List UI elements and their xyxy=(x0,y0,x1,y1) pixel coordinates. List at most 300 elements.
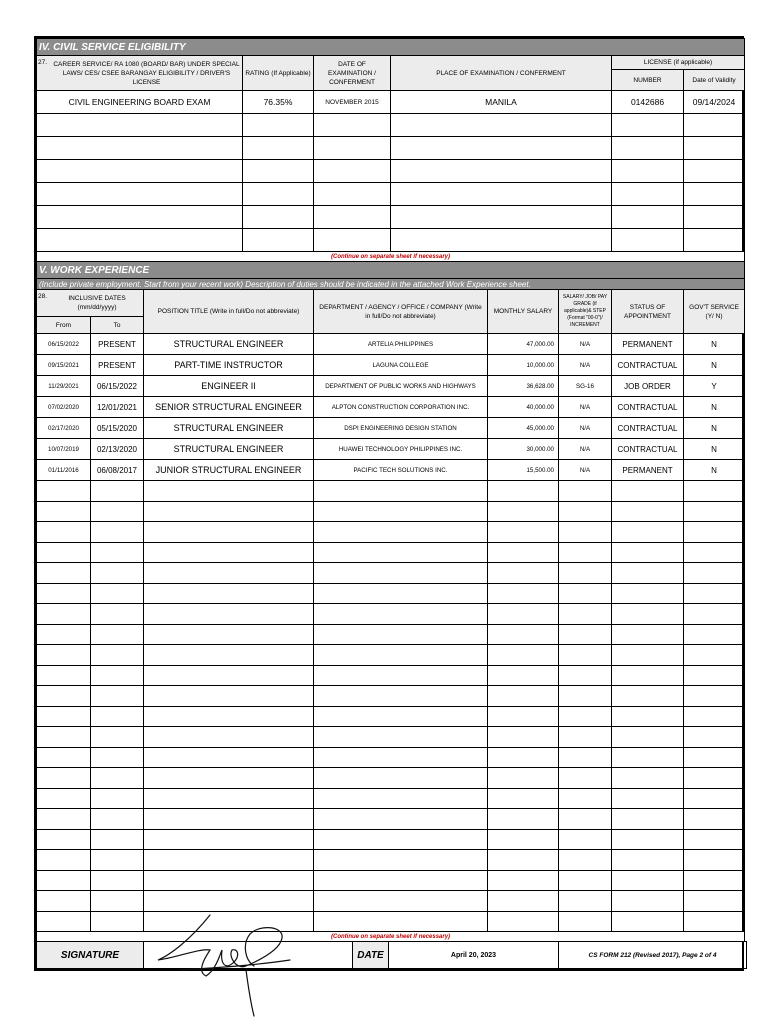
cell-position xyxy=(144,583,314,604)
continue-note-civil: (Continue on separate sheet if necessary) xyxy=(37,252,745,262)
cell-department xyxy=(314,481,488,502)
table-row xyxy=(37,91,745,114)
cell-department xyxy=(314,583,488,604)
cell-govt: N xyxy=(684,439,745,460)
cell-position xyxy=(144,624,314,645)
cell-from xyxy=(37,706,91,727)
cell-rating: 76.35% xyxy=(243,91,314,114)
signature-label: SIGNATURE xyxy=(37,942,144,969)
header-position: POSITION TITLE (Write in full/Do not abbreviate) xyxy=(144,290,314,334)
table-row xyxy=(37,624,745,645)
table-row xyxy=(37,563,745,584)
section-title-work-experience: V. WORK EXPERIENCE xyxy=(37,262,745,279)
cell-grade xyxy=(559,624,612,645)
cell-govt xyxy=(684,850,745,871)
cell-from xyxy=(37,727,91,748)
cell-position xyxy=(144,870,314,891)
cell-to: 06/15/2022 xyxy=(91,376,144,397)
cell-govt: N xyxy=(684,460,745,481)
pds-form-page xyxy=(34,36,744,971)
cell-status xyxy=(612,706,684,727)
cell-govt xyxy=(684,829,745,850)
cell-career: CIVIL ENGINEERING BOARD EXAM xyxy=(37,91,243,114)
cell-salary: 10,000.00 xyxy=(488,355,559,376)
table-row xyxy=(37,686,745,707)
table-row xyxy=(37,397,745,418)
cell-position xyxy=(144,747,314,768)
cell-from xyxy=(37,583,91,604)
cell-grade: N/A xyxy=(559,460,612,481)
cell-salary xyxy=(488,542,559,563)
cell-grade xyxy=(559,542,612,563)
cell-grade xyxy=(559,645,612,666)
cell-to: 02/13/2020 xyxy=(91,439,144,460)
cell-from xyxy=(37,604,91,625)
cell-status: CONTRACTUAL xyxy=(612,418,684,439)
work-experience-subtitle: (Include private employment. Start from your recent work) Description of duties should be indicated in the attached Work Experience sheet. xyxy=(37,279,745,290)
cell-status xyxy=(612,542,684,563)
date-value: April 20, 2023 xyxy=(389,942,559,969)
cell-to xyxy=(91,501,144,522)
table-row xyxy=(37,418,745,439)
cell-position: PART-TIME INSTRUCTOR xyxy=(144,355,314,376)
cell-salary: 47,000.00 xyxy=(488,334,559,355)
cell-to xyxy=(91,747,144,768)
cell-status xyxy=(612,665,684,686)
cell-salary xyxy=(488,481,559,502)
cell-department xyxy=(314,563,488,584)
cell-position: JUNIOR STRUCTURAL ENGINEER xyxy=(144,460,314,481)
cell-salary xyxy=(488,522,559,543)
cell-position xyxy=(144,481,314,502)
table-row xyxy=(37,747,745,768)
form-note: CS FORM 212 (Revised 2017), Page 2 of 4 xyxy=(559,942,747,969)
cell-salary xyxy=(488,645,559,666)
table-row xyxy=(37,665,745,686)
table-row xyxy=(37,870,745,891)
table-row xyxy=(37,891,745,912)
cell-to xyxy=(91,788,144,809)
cell-salary: 36,628.00 xyxy=(488,376,559,397)
cell-grade xyxy=(559,870,612,891)
cell-salary xyxy=(488,829,559,850)
table-row xyxy=(37,137,745,160)
cell-salary xyxy=(488,768,559,789)
signature-table xyxy=(36,941,747,969)
cell-department xyxy=(314,645,488,666)
cell-to xyxy=(91,686,144,707)
cell-govt: N xyxy=(684,334,745,355)
cell-grade xyxy=(559,809,612,830)
cell-to xyxy=(91,542,144,563)
cell-to xyxy=(91,870,144,891)
cell-from: 01/11/2016 xyxy=(37,460,91,481)
cell-from xyxy=(37,501,91,522)
cell-from xyxy=(37,665,91,686)
cell-govt xyxy=(684,686,745,707)
cell-from xyxy=(37,891,91,912)
cell-to: PRESENT xyxy=(91,355,144,376)
cell-grade: N/A xyxy=(559,439,612,460)
cell-department xyxy=(314,686,488,707)
table-row xyxy=(37,583,745,604)
cell-to: 12/01/2021 xyxy=(91,397,144,418)
cell-grade xyxy=(559,501,612,522)
cell-department xyxy=(314,747,488,768)
cell-salary xyxy=(488,686,559,707)
cell-from: 06/15/2022 xyxy=(37,334,91,355)
cell-department xyxy=(314,870,488,891)
cell-from xyxy=(37,645,91,666)
cell-to: 06/08/2017 xyxy=(91,460,144,481)
table-row xyxy=(37,788,745,809)
cell-position xyxy=(144,891,314,912)
cell-to xyxy=(91,829,144,850)
cell-from xyxy=(37,481,91,502)
header-inclusive-dates: 28. INCLUSIVE DATES (mm/dd/yyyy) xyxy=(37,290,144,317)
cell-from: 11/29/2021 xyxy=(37,376,91,397)
cell-from xyxy=(37,829,91,850)
cell-position xyxy=(144,563,314,584)
cell-govt xyxy=(684,665,745,686)
cell-govt xyxy=(684,706,745,727)
cell-govt xyxy=(684,870,745,891)
table-row xyxy=(37,645,745,666)
cell-to xyxy=(91,645,144,666)
cell-license-validity: 09/14/2024 xyxy=(684,91,745,114)
cell-govt xyxy=(684,645,745,666)
cell-status xyxy=(612,829,684,850)
item-number-27: 27. xyxy=(38,59,48,66)
cell-salary xyxy=(488,911,559,932)
cell-position: STRUCTURAL ENGINEER xyxy=(144,418,314,439)
cell-department xyxy=(314,522,488,543)
cell-status xyxy=(612,604,684,625)
cell-salary xyxy=(488,850,559,871)
cell-position xyxy=(144,501,314,522)
cell-status xyxy=(612,809,684,830)
cell-salary: 30,000.00 xyxy=(488,439,559,460)
cell-govt xyxy=(684,481,745,502)
cell-position xyxy=(144,809,314,830)
cell-department xyxy=(314,768,488,789)
cell-status: JOB ORDER xyxy=(612,376,684,397)
cell-grade xyxy=(559,788,612,809)
cell-position xyxy=(144,686,314,707)
cell-govt xyxy=(684,501,745,522)
cell-govt xyxy=(684,624,745,645)
table-row xyxy=(37,522,745,543)
header-from: From xyxy=(37,317,91,334)
cell-status xyxy=(612,501,684,522)
table-row xyxy=(37,911,745,932)
section-title-civil-service: IV. CIVIL SERVICE ELIGIBILITY xyxy=(37,39,745,56)
cell-grade: N/A xyxy=(559,397,612,418)
table-row xyxy=(37,160,745,183)
cell-status xyxy=(612,727,684,748)
cell-from xyxy=(37,870,91,891)
cell-to xyxy=(91,706,144,727)
cell-from: 10/07/2019 xyxy=(37,439,91,460)
table-row xyxy=(37,376,745,397)
cell-to xyxy=(91,768,144,789)
cell-position xyxy=(144,604,314,625)
cell-grade: N/A xyxy=(559,418,612,439)
cell-govt xyxy=(684,809,745,830)
cell-department xyxy=(314,891,488,912)
cell-grade xyxy=(559,665,612,686)
cell-to xyxy=(91,481,144,502)
cell-status xyxy=(612,563,684,584)
table-row xyxy=(37,334,745,355)
cell-grade xyxy=(559,481,612,502)
cell-grade xyxy=(559,891,612,912)
cell-govt: N xyxy=(684,397,745,418)
cell-from xyxy=(37,686,91,707)
cell-status xyxy=(612,522,684,543)
cell-position xyxy=(144,829,314,850)
cell-status: CONTRACTUAL xyxy=(612,355,684,376)
cell-department xyxy=(314,788,488,809)
cell-salary xyxy=(488,706,559,727)
cell-to xyxy=(91,604,144,625)
cell-salary xyxy=(488,747,559,768)
cell-salary xyxy=(488,604,559,625)
cell-position xyxy=(144,727,314,748)
cell-grade: N/A xyxy=(559,334,612,355)
cell-salary xyxy=(488,727,559,748)
work-experience-table xyxy=(36,261,745,941)
cell-position: SENIOR STRUCTURAL ENGINEER xyxy=(144,397,314,418)
cell-to xyxy=(91,563,144,584)
cell-status xyxy=(612,768,684,789)
table-row xyxy=(37,481,745,502)
cell-to xyxy=(91,727,144,748)
cell-status xyxy=(612,624,684,645)
cell-status xyxy=(612,747,684,768)
table-row xyxy=(37,850,745,871)
cell-position xyxy=(144,665,314,686)
cell-department: LAGUNA COLLEGE xyxy=(314,355,488,376)
cell-salary xyxy=(488,501,559,522)
cell-from xyxy=(37,563,91,584)
cell-grade: N/A xyxy=(559,355,612,376)
cell-status: PERMANENT xyxy=(612,334,684,355)
cell-from xyxy=(37,522,91,543)
header-date-exam: DATE OF EXAMINATION / CONFERMENT xyxy=(314,56,391,91)
cell-status xyxy=(612,645,684,666)
cell-position xyxy=(144,850,314,871)
cell-department: PACIFIC TECH SOLUTIONS INC. xyxy=(314,460,488,481)
cell-department: HUAWEI TECHNOLOGY PHILIPPINES INC. xyxy=(314,439,488,460)
cell-govt xyxy=(684,747,745,768)
cell-salary xyxy=(488,624,559,645)
cell-status: CONTRACTUAL xyxy=(612,397,684,418)
cell-govt: Y xyxy=(684,376,745,397)
cell-govt xyxy=(684,768,745,789)
cell-position xyxy=(144,788,314,809)
table-row xyxy=(37,206,745,229)
header-govt-service: GOV'T SERVICE (Y/ N) xyxy=(684,290,745,334)
cell-status xyxy=(612,481,684,502)
cell-department xyxy=(314,829,488,850)
cell-govt xyxy=(684,583,745,604)
cell-govt: N xyxy=(684,355,745,376)
table-row xyxy=(37,706,745,727)
cell-to xyxy=(91,522,144,543)
header-license: LICENSE (if applicable) xyxy=(612,56,745,70)
cell-status: CONTRACTUAL xyxy=(612,439,684,460)
cell-govt xyxy=(684,788,745,809)
table-row xyxy=(37,809,745,830)
cell-salary xyxy=(488,870,559,891)
cell-to xyxy=(91,624,144,645)
cell-from xyxy=(37,911,91,932)
cell-status xyxy=(612,891,684,912)
cell-salary: 45,000.00 xyxy=(488,418,559,439)
cell-department xyxy=(314,501,488,522)
table-row xyxy=(37,542,745,563)
table-row xyxy=(37,355,745,376)
table-row xyxy=(37,114,745,137)
header-rating: RATING (If Applicable) xyxy=(243,56,314,91)
cell-from xyxy=(37,788,91,809)
cell-to xyxy=(91,911,144,932)
cell-govt xyxy=(684,563,745,584)
cell-position: STRUCTURAL ENGINEER xyxy=(144,439,314,460)
header-status: STATUS OF APPOINTMENT xyxy=(612,290,684,334)
cell-to xyxy=(91,583,144,604)
cell-grade xyxy=(559,911,612,932)
cell-department: ARTELIA PHILIPPINES xyxy=(314,334,488,355)
cell-department xyxy=(314,604,488,625)
cell-from xyxy=(37,809,91,830)
continue-note-work: (Continue on separate sheet if necessary) xyxy=(37,932,745,942)
table-row xyxy=(37,229,745,252)
cell-from: 07/02/2020 xyxy=(37,397,91,418)
cell-department xyxy=(314,624,488,645)
header-license-validity: Date of Validity xyxy=(684,70,745,91)
header-grade: SALARY/ JOB/ PAY GRADE (if applicable)& STEP (Format "00-0")/ INCREMENT xyxy=(559,290,612,334)
cell-department: ALPTON CONSTRUCTION CORPORATION INC. xyxy=(314,397,488,418)
cell-to xyxy=(91,665,144,686)
cell-grade xyxy=(559,768,612,789)
cell-status xyxy=(612,686,684,707)
cell-from: 02/17/2020 xyxy=(37,418,91,439)
cell-govt xyxy=(684,542,745,563)
cell-to xyxy=(91,809,144,830)
table-row xyxy=(37,439,745,460)
signature-field xyxy=(144,942,353,969)
cell-from xyxy=(37,747,91,768)
cell-salary xyxy=(488,788,559,809)
cell-grade xyxy=(559,727,612,748)
cell-status xyxy=(612,870,684,891)
cell-from xyxy=(37,850,91,871)
cell-position xyxy=(144,911,314,932)
cell-to: 05/15/2020 xyxy=(91,418,144,439)
table-row xyxy=(37,183,745,206)
table-row xyxy=(37,604,745,625)
date-label: DATE xyxy=(353,942,389,969)
cell-license-number: 0142686 xyxy=(612,91,684,114)
cell-place: MANILA xyxy=(391,91,612,114)
cell-grade xyxy=(559,563,612,584)
cell-position xyxy=(144,542,314,563)
cell-salary xyxy=(488,583,559,604)
cell-department xyxy=(314,665,488,686)
cell-salary xyxy=(488,891,559,912)
cell-govt xyxy=(684,911,745,932)
cell-status: PERMANENT xyxy=(612,460,684,481)
cell-status xyxy=(612,850,684,871)
cell-salary xyxy=(488,563,559,584)
cell-grade: SG-16 xyxy=(559,376,612,397)
cell-status xyxy=(612,788,684,809)
table-row xyxy=(37,727,745,748)
cell-department xyxy=(314,727,488,748)
cell-grade xyxy=(559,604,612,625)
cell-grade xyxy=(559,706,612,727)
cell-salary xyxy=(488,809,559,830)
cell-to: PRESENT xyxy=(91,334,144,355)
table-row xyxy=(37,768,745,789)
header-to: To xyxy=(91,317,144,334)
cell-department xyxy=(314,706,488,727)
cell-position: STRUCTURAL ENGINEER xyxy=(144,334,314,355)
item-number-28: 28. xyxy=(38,293,48,300)
cell-position: ENGINEER II xyxy=(144,376,314,397)
cell-position xyxy=(144,522,314,543)
header-career-service: 27. CAREER SERVICE/ RA 1080 (BOARD/ BAR) UNDER SPECIAL LAWS/ CES/ CSEE BARANGAY ELIGIBILITY / DRIVER'S LICENSE xyxy=(37,56,243,91)
cell-status xyxy=(612,911,684,932)
header-place-exam: PLACE OF EXAMINATION / CONFERMENT xyxy=(391,56,612,91)
cell-department xyxy=(314,911,488,932)
cell-department: DSPI ENGINEERING DESIGN STATION xyxy=(314,418,488,439)
cell-department xyxy=(314,809,488,830)
table-row xyxy=(37,501,745,522)
cell-grade xyxy=(559,686,612,707)
cell-grade xyxy=(559,829,612,850)
header-license-number: NUMBER xyxy=(612,70,684,91)
header-department: DEPARTMENT / AGENCY / OFFICE / COMPANY (Write in full/Do not abbreviate) xyxy=(314,290,488,334)
cell-govt xyxy=(684,727,745,748)
cell-from: 09/15/2021 xyxy=(37,355,91,376)
cell-status xyxy=(612,583,684,604)
cell-position xyxy=(144,768,314,789)
cell-from xyxy=(37,542,91,563)
header-salary: MONTHLY SALARY xyxy=(488,290,559,334)
cell-department xyxy=(314,542,488,563)
cell-salary xyxy=(488,665,559,686)
cell-date: NOVEMBER 2015 xyxy=(314,91,391,114)
cell-govt xyxy=(684,891,745,912)
cell-grade xyxy=(559,850,612,871)
table-row xyxy=(37,460,745,481)
cell-from xyxy=(37,768,91,789)
cell-govt xyxy=(684,604,745,625)
cell-grade xyxy=(559,747,612,768)
cell-department: DEPARTMENT OF PUBLIC WORKS AND HIGHWAYS xyxy=(314,376,488,397)
cell-from xyxy=(37,624,91,645)
cell-to xyxy=(91,891,144,912)
civil-service-table xyxy=(36,38,745,261)
cell-grade xyxy=(559,522,612,543)
cell-salary: 40,000.00 xyxy=(488,397,559,418)
cell-department xyxy=(314,850,488,871)
cell-salary: 15,500.00 xyxy=(488,460,559,481)
cell-grade xyxy=(559,583,612,604)
